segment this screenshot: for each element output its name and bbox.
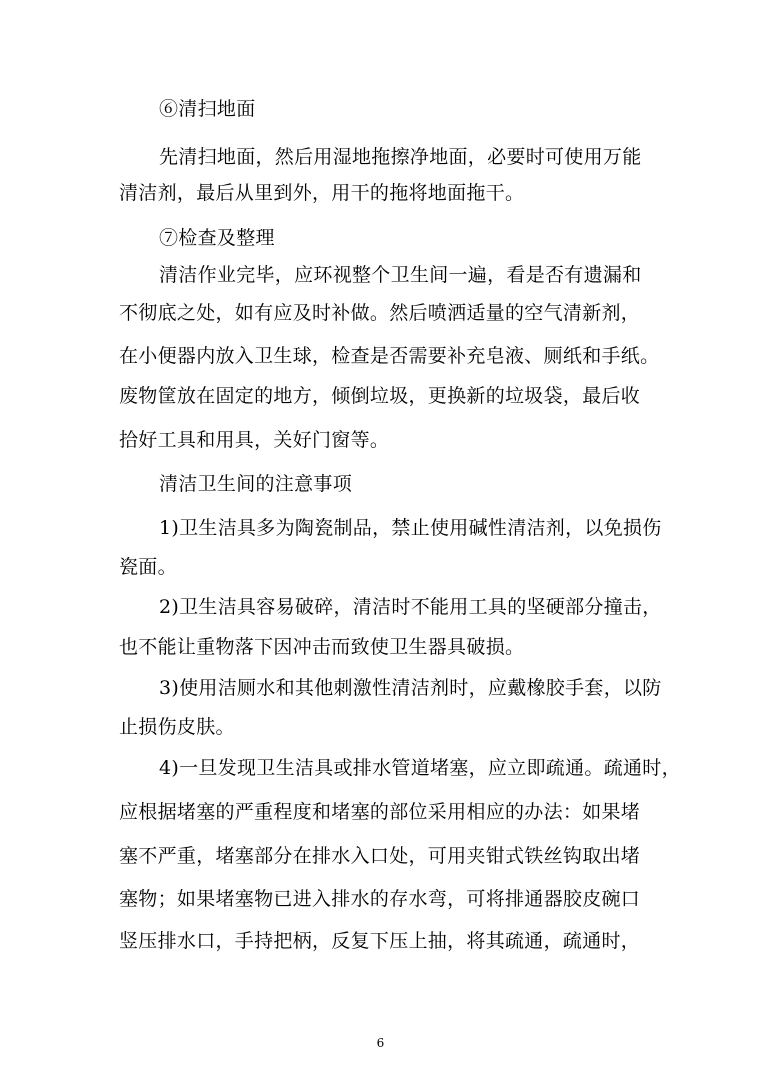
- paragraph-line: 先清扫地面，然后用湿地拖擦净地面，必要时可使用万能: [159, 146, 642, 168]
- page-number: 6: [376, 1036, 385, 1050]
- note-item-4-line: 塞物；如果堵塞物已进入排水的存水弯，可将排通器胶皮碗口: [119, 888, 641, 910]
- paragraph-line: 废物筐放在固定的地方，倾倒垃圾，更换新的垃圾袋，最后收: [119, 385, 641, 407]
- notes-title: 清洁卫生间的注意事项: [159, 473, 353, 495]
- paragraph-line: 清洁剂，最后从里到外，用干的拖将地面拖干。: [119, 182, 525, 204]
- note-item-2-line: 也不能让重物落下因冲击而致使卫生器具破损。: [119, 636, 525, 658]
- paragraph-line: 不彻底之处，如有应及时补做。然后喷洒适量的空气清新剂，: [119, 302, 641, 324]
- section-heading-sweep-floor: ⑥清扫地面: [159, 98, 256, 120]
- note-item-4-line: 塞不严重，堵塞部分在排水入口处，可用夹钳式铁丝钩取出堵: [119, 845, 641, 867]
- note-item-1-line: 1)卫生洁具多为陶瓷制品，禁止使用碱性清洁剂，以免损伤: [159, 517, 662, 539]
- note-item-4-line: 4)一旦发现卫生洁具或排水管道堵塞，应立即疏通。疏通时，: [159, 757, 681, 779]
- note-item-3-line: 3)使用洁厕水和其他刺激性清洁剂时，应戴橡胶手套，以防: [159, 677, 662, 699]
- note-item-4-line: 竖压排水口，手持把柄，反复下压上抽，将其疏通，疏通时，: [119, 930, 641, 952]
- section-heading-inspect-tidy: ⑦检查及整理: [159, 227, 275, 249]
- note-item-4-line: 应根据堵塞的严重程度和堵塞的部位采用相应的办法：如果堵: [119, 801, 641, 823]
- paragraph-line: 拾好工具和用具，关好门窗等。: [119, 429, 390, 451]
- note-item-3-line: 止损伤皮肤。: [119, 716, 235, 738]
- note-item-1-line: 瓷面。: [119, 556, 177, 578]
- paragraph-line: 清洁作业完毕，应环视整个卫生间一遍，看是否有遗漏和: [159, 264, 642, 286]
- paragraph-line: 在小便器内放入卫生球，检查是否需要补充皂液、厕纸和手纸。: [119, 345, 660, 367]
- note-item-2-line: 2)卫生洁具容易破碎，清洁时不能用工具的坚硬部分撞击，: [159, 596, 662, 618]
